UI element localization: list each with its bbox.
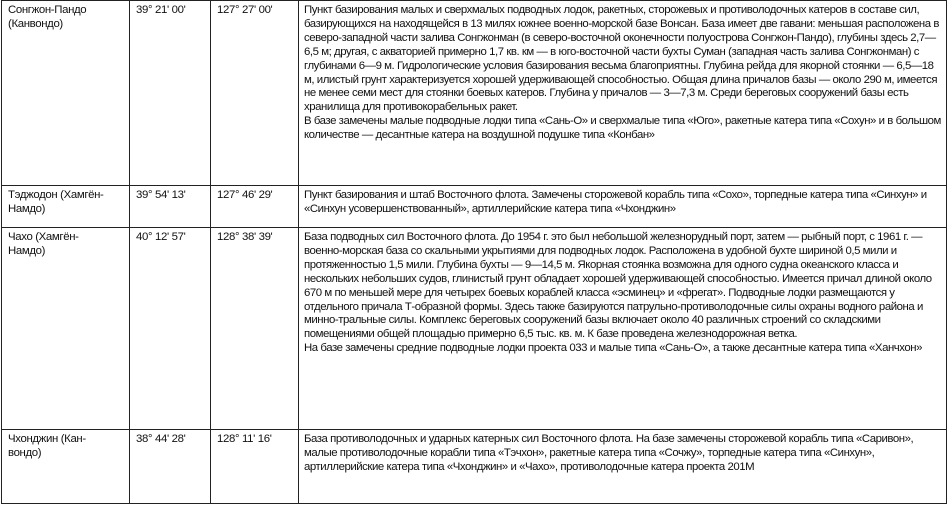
- base-name-cell: [2, 1, 130, 186]
- base-name-cell: [2, 430, 130, 504]
- description-paragraph: База подводных сил Восточного флота. До 1954 г. это был небольшой железнорудный порт, затем — рыбный порт, с 1961 г. — военно-морская база со скальными укрытиями для подводных лодок. Расположена в удобной бухте шириной 0,5 мили и протяженностью 1,5 мили. Глубина бухты — 9—14,5 м. Якорная стоянка возможна для одного судна океанского класса и нескольких небольших судов, глинистый грунт обладает хорошей удерживающей способностью. Имеется причал длиной около 670 м по меньшей мере для четырех боевых кораблей класса «эсминец» и «фрегат». Подводные лодки размещаются у отдельного причала Т-образной формы. Здесь также базируются патрульно-противолодочные силы охраны водного района и минно-тральные силы. Комплекс береговых сооружений базы включает около 40 различных строений со складскими помещениями общей площадью примерно 6,5 тыс. кв. м. К базе проведена железнодорожная ветка.: [304, 231, 932, 341]
- latitude-cell: 38° 44' 28': [130, 430, 211, 504]
- latitude-cell: 39° 54' 13': [130, 186, 211, 228]
- description-paragraph: Пункт базирования и штаб Восточного флота. Замечены сторожевой корабль типа «Сохо», торпедные катера типа «Синхун» и «Синхун усовершенствованный», артиллерийские катера типа «Чхонджин»: [304, 189, 927, 215]
- description-paragraph: Пункт базирования малых и сверхмалых подводных лодок, ракетных, сторожевых и противолодочных катеров в составе сил, базирующихся на находящейся в 13 милях южнее военно-морской базе Вонсан. База имеет две гавани: меньшая расположена в северо-западной части залива Сонгжонман (в северо-восточной оконечности полуострова Сонгжон-Пандо), глубины здесь 2,7—6,5 м; другая, с акваторией примерно 1,7 кв. км — в юго-восточной части бухты Суман (западная часть залива Сонгжонман) с глубинами 6—9 м. Гидрологические условия базирования весьма благоприятны. Глубина рейда для якорной стоянки — 6,5—18 м, илистый грунт характеризуется хорошей удерживающей способностью. Общая длина причалов базы — около 290 м, имеется не менее семи мест для стоянки боевых катеров. Глубина у причалов — 3—7,3 м. Среди береговых сооружений базы есть хранилища для противокорабельных ракет.: [304, 4, 939, 114]
- longitude-cell: 127° 27' 00': [211, 1, 299, 186]
- base-name-cell: [2, 228, 130, 430]
- longitude-cell: 128° 11' 16': [211, 430, 299, 504]
- description-cell: [299, 186, 947, 228]
- table-row: [2, 1, 947, 186]
- latitude-cell: 39° 21' 00': [130, 1, 211, 186]
- description-paragraph: База противолодочных и ударных катерных сил Восточного флота. На базе замечены сторожевой корабль типа «Саривон», малые противолодочные корабли типа «Тэчхон», ракетные катера типа «Сочжу», торпедные катера типа «Синхун», артиллерийские катера типа «Чхонджин» и «Чахо», противолодочные катера проекта 201М: [304, 433, 914, 473]
- base-name-line: Намдо): [8, 244, 46, 257]
- base-name-line: Намдо): [8, 202, 46, 215]
- naval-bases-table: [1, 0, 947, 504]
- latitude-cell: 40° 12' 57': [130, 228, 211, 430]
- description-paragraph: В базе замечены малые подводные лодки типа «Сань-О» и сверхмалые типа «Юго», ракетные катера типа «Сохун» и в большом количестве — десантные катера на воздушной подушке типа «Конбан»: [304, 115, 941, 142]
- base-name-line: (Канвондо): [8, 17, 63, 30]
- table-row: [2, 186, 947, 228]
- description-cell: [299, 430, 947, 504]
- base-name-cell: [2, 186, 130, 228]
- base-name-line: Сонгжон-Пандо: [8, 4, 87, 16]
- table-row: [2, 430, 947, 504]
- description-cell: [299, 1, 947, 186]
- table-row: [2, 228, 947, 430]
- description-paragraph: На базе замечены средние подводные лодки проекта 033 и малые типа «Сань-О», а также десантные катера типа «Ханчхон»: [304, 342, 923, 355]
- longitude-cell: 127° 46' 29': [211, 186, 299, 228]
- base-name-line: Тэджодон (Хамгён-: [8, 189, 104, 201]
- base-name-line: вондо): [8, 446, 42, 459]
- base-name-line: Чахо (Хамгён-: [8, 231, 79, 243]
- description-cell: [299, 228, 947, 430]
- base-name-line: Чхонджин (Кан-: [8, 433, 86, 445]
- longitude-cell: 128° 38' 39': [211, 228, 299, 430]
